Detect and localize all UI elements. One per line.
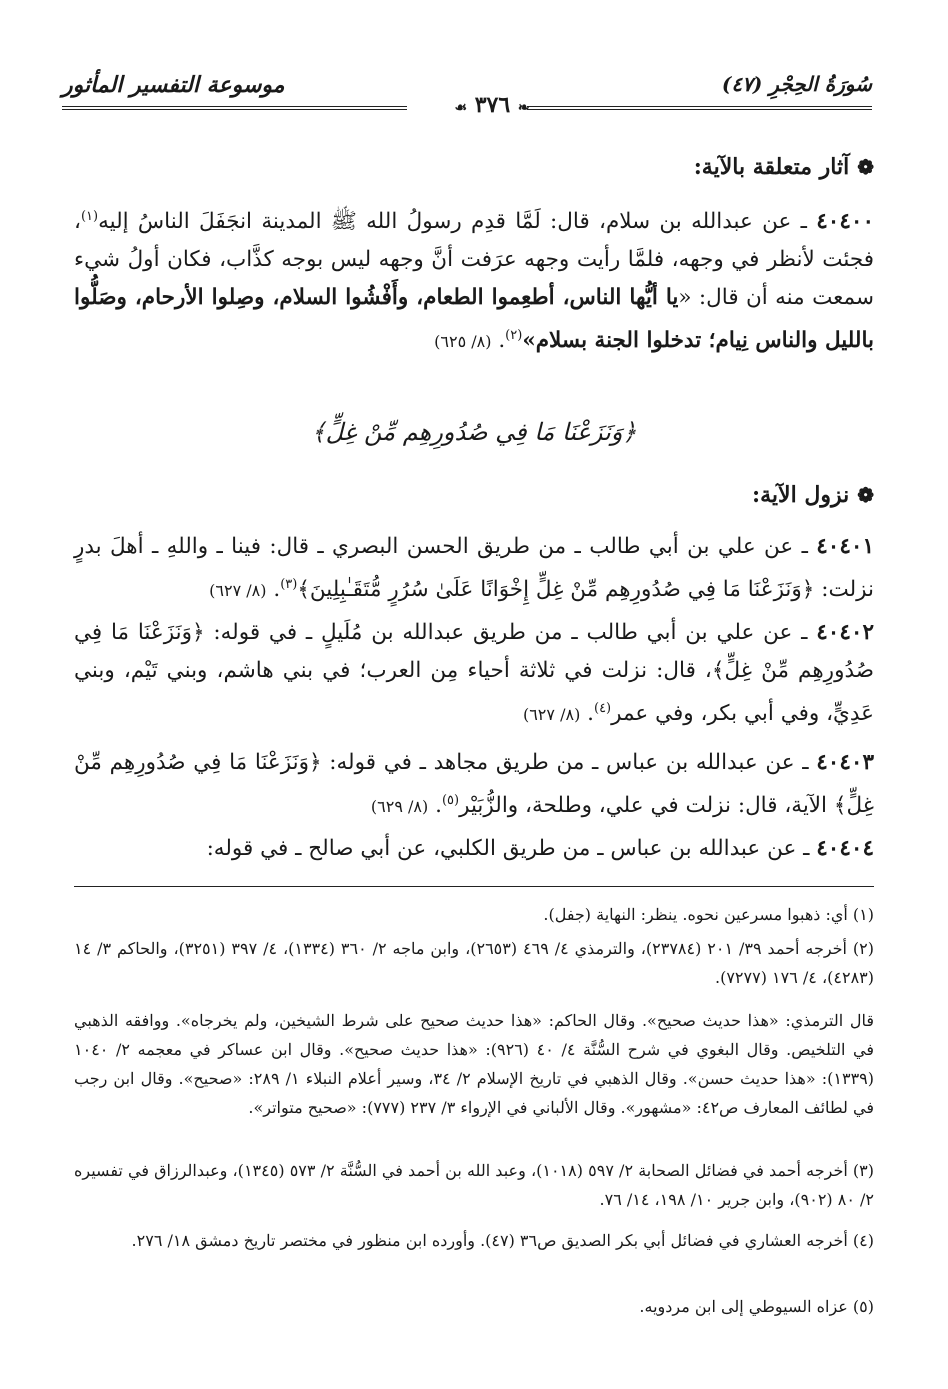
entry-number: ٤٠٤٠٢ (816, 620, 874, 645)
footnote-4: (٤) أخرجه العشاري في فضائل أبي بكر الصديق ص٣٦ (٤٧). وأورده ابن منظور في مختصر تاريخ دمشق ١٨/ ٢٧٦. (131, 1231, 874, 1250)
footnote-2: (٢) أخرجه أحمد ٣٩/ ٢٠١ (٢٣٧٨٤)، والترمذي ٤/ ٤٦٩ (٢٦٥٣)، وابن ماجه ٢/ ٣٦٠ (١٣٣٤)، ٤/ ٣٩٧ (٣٢٥١)، والحاكم ٣/ ١٤ (٤٢٨٣)، ٤/ ١٧٦ (٧٢٧٧). (74, 939, 874, 987)
footnote-marker[interactable]: (١) (80, 209, 99, 224)
volume-reference: (٨/ ٦٢٥) (434, 332, 492, 352)
footnote-divider (74, 886, 874, 887)
volume-reference: (٨/ ٦٢٧) (522, 705, 581, 725)
hadith-text: يا أيُّها الناس، أطعِموا الطعام، وأَفْشُوا السلام، وصِلوا الأرحام، وصَلُّوا بالليل والناس نِيام؛ تدخلوا الجنة بسلام (74, 285, 874, 354)
footnote-marker[interactable]: (٣) (280, 577, 298, 592)
footnote-1: (١) أي: ذهبوا مسرعين نحوه. ينظر: النهاية (جفل). (543, 905, 874, 924)
entry-40402: ٤٠٤٠٢ ـ عن علي بن أبي طالب ـ من طريق عبدالله بن مُلَيلٍ ـ في قوله: ﴿وَنَزَعْنَا مَا فِي صُدُورِهِم مِّنْ غِلٍّ﴾، قال: نزلت في ثلاثة أحياء مِن العرب؛ في بني هاشم، وبني تَيْم، وبني عَدِيٍّ، وفي أبي بكر، وفي عمر$^{(٤)}$. (٨/ ٦٢٧) (74, 620, 874, 727)
section-heading-athar: ❁آثار متعلقة بالآية: (693, 154, 874, 180)
ornament-icon: ☙ (454, 100, 468, 116)
flower-icon: ❁ (857, 155, 874, 179)
entry-40403: ٤٠٤٠٣ ـ عن عبدالله بن عباس ـ من طريق مجاهد ـ في قوله: ﴿وَنَزَعْنَا مَا فِي صُدُورِهِم مِّنْ غِلٍّ﴾ الآية، قال: نزلت في علي، وطلحة، والزُّبَيْر$^{(٥)}$. (٨/ ٦٢٩) (74, 750, 874, 819)
footnote-3: (٣) أخرجه أحمد في فضائل الصحابة ٢/ ٥٩٧ (١٠١٨)، وعبد الله بن أحمد في السُّنَّة ٢/ ٥٧٣ (١٣٤٥)، وعبدالرزاق في تفسيره ٢/ ٨٠ (٩٠٢)، وابن جرير ١٠/ ١٩٨، ١٤/ ٧٦. (74, 1161, 875, 1209)
flower-icon: ❁ (857, 483, 874, 507)
header-rule-left (62, 106, 407, 110)
ornament-icon: ❧ (517, 100, 530, 116)
volume-reference: (٨/ ٦٢٩) (370, 797, 429, 817)
page-number: ❧ ٣٧٦ ☙ (454, 92, 530, 118)
footnote-marker[interactable]: (٢) (505, 328, 523, 344)
quran-verse: ﴿وَنَزَعْنَا مَا فِي صُدُورِهِم مِّنْ غِلٍّ﴾ (311, 418, 637, 446)
entry-number: ٤٠٤٠٣ (816, 750, 874, 775)
book-title: موسوعة التفسير المأثور (62, 72, 285, 98)
entry-40400: ٤٠٤٠٠ ـ عن عبدالله بن سلام، قال: لَمَّا قدِم رسولُ الله ﷺ المدينة انجَفَلَ الناسُ إليه$^{(١)}$، فجئت لأنظر في وجهه، فلمَّا رأيت وجهه عرَفت أنَّ وجهه ليس بوجه كذَّاب، فكان أولُ شيء سمعت منه أن قال: «يا أيُّها الناس، أطعِموا الطعام، وأَفْشُوا السلام، وصِلوا الأرحام، وصَلُّوا بالليل والناس نِيام؛ تدخلوا الجنة بسلام»$^{(٢)}$. (٨/ ٦٢٥) (74, 209, 874, 354)
page-header (62, 70, 872, 130)
surah-title: سُورَةُ الحِجْرِ (٤٧) (721, 72, 872, 96)
footnote-5: (٥) عزاه السيوطي إلى ابن مردويه. (639, 1297, 874, 1316)
footnote-2-commentary: قال الترمذي: «هذا حديث صحيح». وقال الحاكم: «هذا حديث صحيح على شرط الشيخين، ولم يخرجاه». ووافقه الذهبي في التلخيص. وقال البغوي في شرح السُّنَّة ٤/ ٤٠ (٩٢٦): «هذا حديث صحيح». وقال ابن عساكر في معجمه ٢/ ١٠٤٠ (١٣٣٩): «هذا حديث حسن». وقال الذهبي في تاريخ الإسلام ٢/ ٣٤، وسير أعلام النبلاء ١/ ٢٨٩: «صحيح». وقال ابن رجب في لطائف المعارف ص٤٢: «مشهور». وقال الألباني في الإرواء ٣/ ٢٣٧ (٧٧٧): «صحيح متواتر». (74, 1011, 875, 1117)
entry-40401: ٤٠٤٠١ ـ عن علي بن أبي طالب ـ من طريق الحسن البصري ـ قال: فينا ـ واللهِ ـ أهلَ بدرٍ نزلت: ﴿وَنَزَعْنَا مَا فِي صُدُورِهِم مِّنْ غِلٍّ إِخْوَانًا عَلَىٰ سُرُرٍ مُّتَقَـٰبِلِينَ﴾$^{(٣)}$. (٨/ ٦٢٧) (74, 534, 874, 603)
entry-40404: ٤٠٤٠٤ ـ عن عبدالله بن عباس ـ من طريق الكلبي، عن أبي صالح ـ في قوله: (206, 836, 874, 861)
header-rule-right (527, 106, 872, 110)
entry-number: ٤٠٤٠٤ (816, 836, 874, 861)
volume-reference: (٨/ ٦٢٧) (209, 581, 267, 601)
footnote-marker[interactable]: (٥) (441, 793, 460, 808)
footnote-marker[interactable]: (٤) (593, 701, 612, 716)
section-heading-nuzul: ❁نزول الآية: (752, 482, 874, 508)
entry-number: ٤٠٤٠٠ (816, 209, 874, 235)
entry-number: ٤٠٤٠١ (816, 534, 874, 559)
